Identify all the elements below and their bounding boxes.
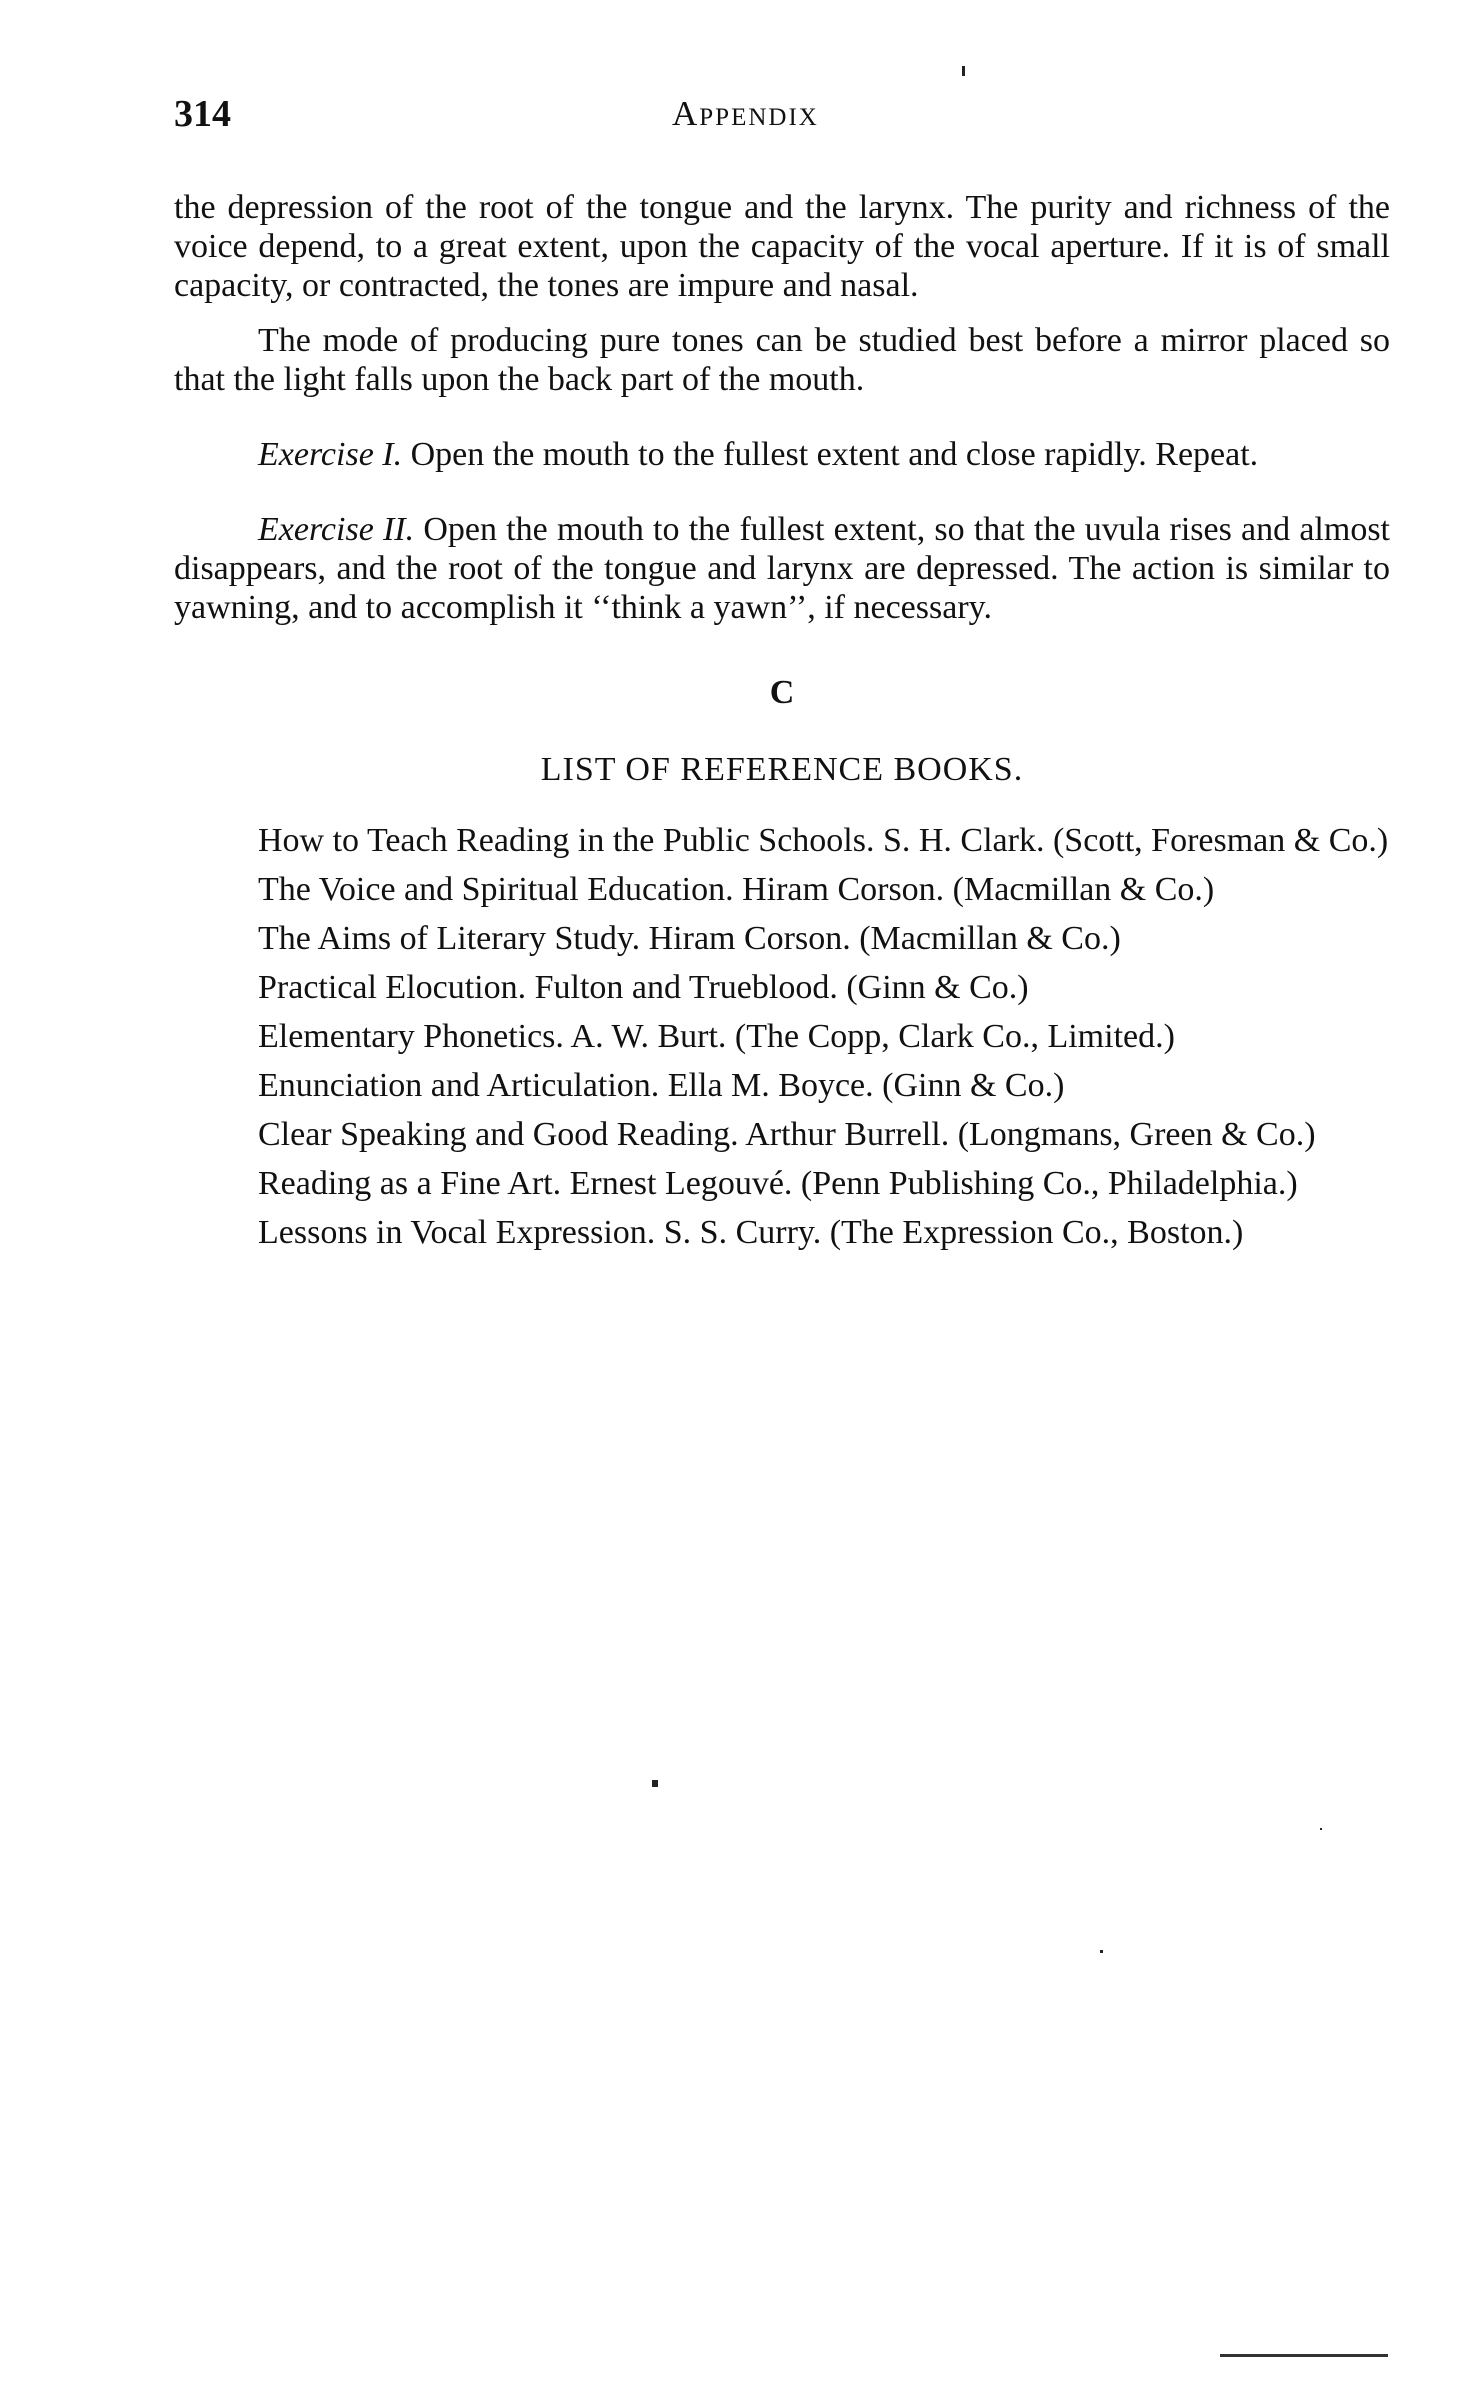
reference-item: Enunciation and Articulation. Ella M. Boyce. (Ginn & Co.) [258, 1067, 1065, 1104]
print-speck [1320, 1828, 1322, 1830]
reference-item: How to Teach Reading in the Public Schools. S. H. Clark. (Scott, Foresman & Co.) [258, 822, 1389, 859]
reference-item: The Aims of Literary Study. Hiram Corson. (Macmillan & Co.) [258, 920, 1121, 957]
print-speck [652, 1780, 658, 1787]
reference-list [174, 821, 1390, 1252]
paragraph-mirror: The mode of producing pure tones can be studied best before a mirror placed so that the light falls upon the back part of the mouth. [174, 322, 1390, 398]
reference-item: Lessons in Vocal Expression. S. S. Curry. (The Expression Co., Boston.) [258, 1214, 1244, 1251]
exercise-1-text: Open the mouth to the fullest extent and close rapidly. Repeat. [410, 436, 1259, 473]
bottom-rule [1220, 2354, 1388, 2357]
page-number: 314 [174, 93, 231, 135]
reference-item: The Voice and Spiritual Education. Hiram Corson. (Macmillan & Co.) [258, 871, 1215, 908]
paragraph-continuation: the depression of the root of the tongue and the larynx. The purity and richness of the voice depend, to a great extent, upon the capacity of the vocal aperture. If it is of small capacity, or contracted, the tones are impure and nasal. [174, 189, 1390, 304]
exercise-2 [174, 510, 1390, 627]
page-header [174, 92, 1394, 142]
print-speck [962, 66, 965, 76]
section-title: LIST OF REFERENCE BOOKS. [540, 751, 1024, 788]
exercise-2-text: Open the mouth to the fullest extent, so that the uvula rises and almost disappears, and the root of the tongue and larynx are depressed. The action is similar to yawning, and to accomplish it ‘‘think a yawn’’, if necessary. [174, 511, 1391, 626]
exercise-1-label: Exercise I. [258, 436, 403, 473]
running-head: Appendix [672, 94, 819, 133]
reference-item: Clear Speaking and Good Reading. Arthur Burrell. (Longmans, Green & Co.) [258, 1116, 1316, 1153]
section-letter: C [769, 674, 795, 711]
page-body [174, 188, 1390, 1262]
exercise-1 [174, 435, 1390, 474]
exercise-2-label: Exercise II. [258, 511, 415, 548]
reference-item: Elementary Phonetics. A. W. Burt. (The Copp, Clark Co., Limited.) [258, 1018, 1175, 1055]
reference-item: Practical Elocution. Fulton and Trueblood. (Ginn & Co.) [258, 969, 1029, 1006]
print-speck [1100, 1950, 1103, 1953]
reference-item: Reading as a Fine Art. Ernest Legouvé. (Penn Publishing Co., Philadelphia.) [258, 1165, 1298, 1202]
